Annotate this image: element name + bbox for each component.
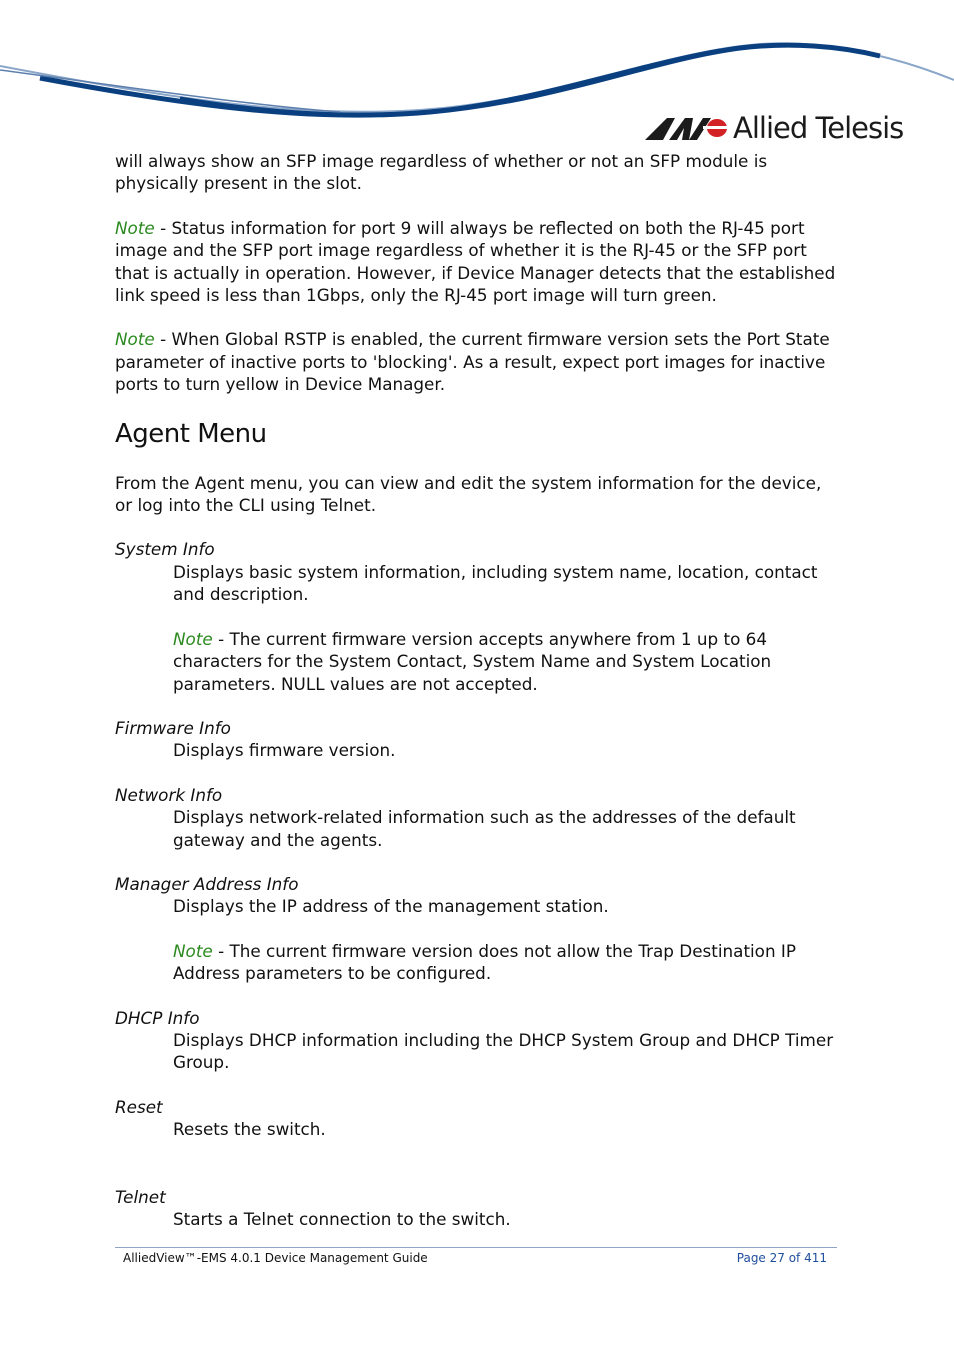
term-manager-address-info: Manager Address Info — [115, 873, 299, 894]
note-text: - The current firmware version does not allow the Trap Destination IP Address parameters to be configured. — [173, 940, 796, 984]
term-telnet: Telnet — [115, 1186, 166, 1207]
paragraph — [115, 150, 837, 195]
paragraph-text: will always show an SFP image regardless of whether or not an SFP module is physically present in the slot. — [115, 151, 768, 194]
footer-divider — [115, 1247, 837, 1248]
desc-system-info: Displays basic system information, including system name, location, contact and description. — [173, 561, 818, 605]
term-system-info: System Info — [115, 539, 215, 560]
desc-firmware-info: Displays firmware version. — [173, 740, 396, 761]
term-dhcp-info: DHCP Info — [115, 1007, 200, 1028]
logo-text: Allied Telesis — [733, 111, 904, 145]
note-text: - The current firmware version accepts anywhere from 1 up to 64 characters for the System Contact, System Name and System Location parameters. NULL values are not accepted. — [173, 628, 772, 694]
desc-dhcp-info: Displays DHCP information including the DHCP System Group and DHCP Timer Group. — [173, 1029, 834, 1073]
desc-manager-address-info: Displays the IP address of the management station. — [173, 896, 609, 917]
note-paragraph — [115, 328, 837, 395]
note-label: Note — [115, 329, 155, 350]
term-network-info: Network Info — [115, 784, 223, 805]
desc-network-info: Displays network-related information such as the addresses of the default gateway and the agents. — [173, 807, 796, 850]
note-label: Note — [173, 628, 213, 649]
footer-document-title: AlliedView™-EMS 4.0.1 Device Management Guide — [123, 1251, 428, 1265]
footer-page-number: Page 27 of 411 — [736, 1251, 827, 1265]
desc-telnet: Starts a Telnet connection to the switch. — [173, 1209, 511, 1229]
note-manager-address-info — [115, 940, 837, 985]
page-content — [115, 150, 837, 1230]
term-firmware-info: Firmware Info — [115, 717, 231, 738]
term-reset: Reset — [115, 1096, 163, 1117]
section-intro: From the Agent menu, you can view and edit the system information for the device, or log into the CLI using Telnet. — [115, 472, 822, 516]
note-label: Note — [115, 217, 155, 238]
allied-telesis-logo-icon — [645, 116, 727, 140]
note-paragraph — [115, 217, 837, 307]
note-system-info — [115, 628, 837, 695]
desc-reset: Resets the switch. — [173, 1119, 326, 1140]
note-text: - When Global RSTP is enabled, the current firmware version sets the Port State parameter of inactive ports to 'blocking'. As a result, expect port images for inactive ports to turn yellow in Device Manager. — [115, 329, 830, 395]
section-heading: Agent Menu — [115, 418, 267, 449]
note-text: - Status information for port 9 will always be reflected on both the RJ-45 port image and the SFP port image regardless of whether it is the RJ-45 or the SFP port that is actually in operation. However, if Device Manager detects that the established link speed is less than 1Gbps, only the RJ-45 port image will turn green. — [115, 217, 836, 306]
note-label: Note — [173, 940, 213, 961]
allied-telesis-logo — [645, 110, 903, 146]
